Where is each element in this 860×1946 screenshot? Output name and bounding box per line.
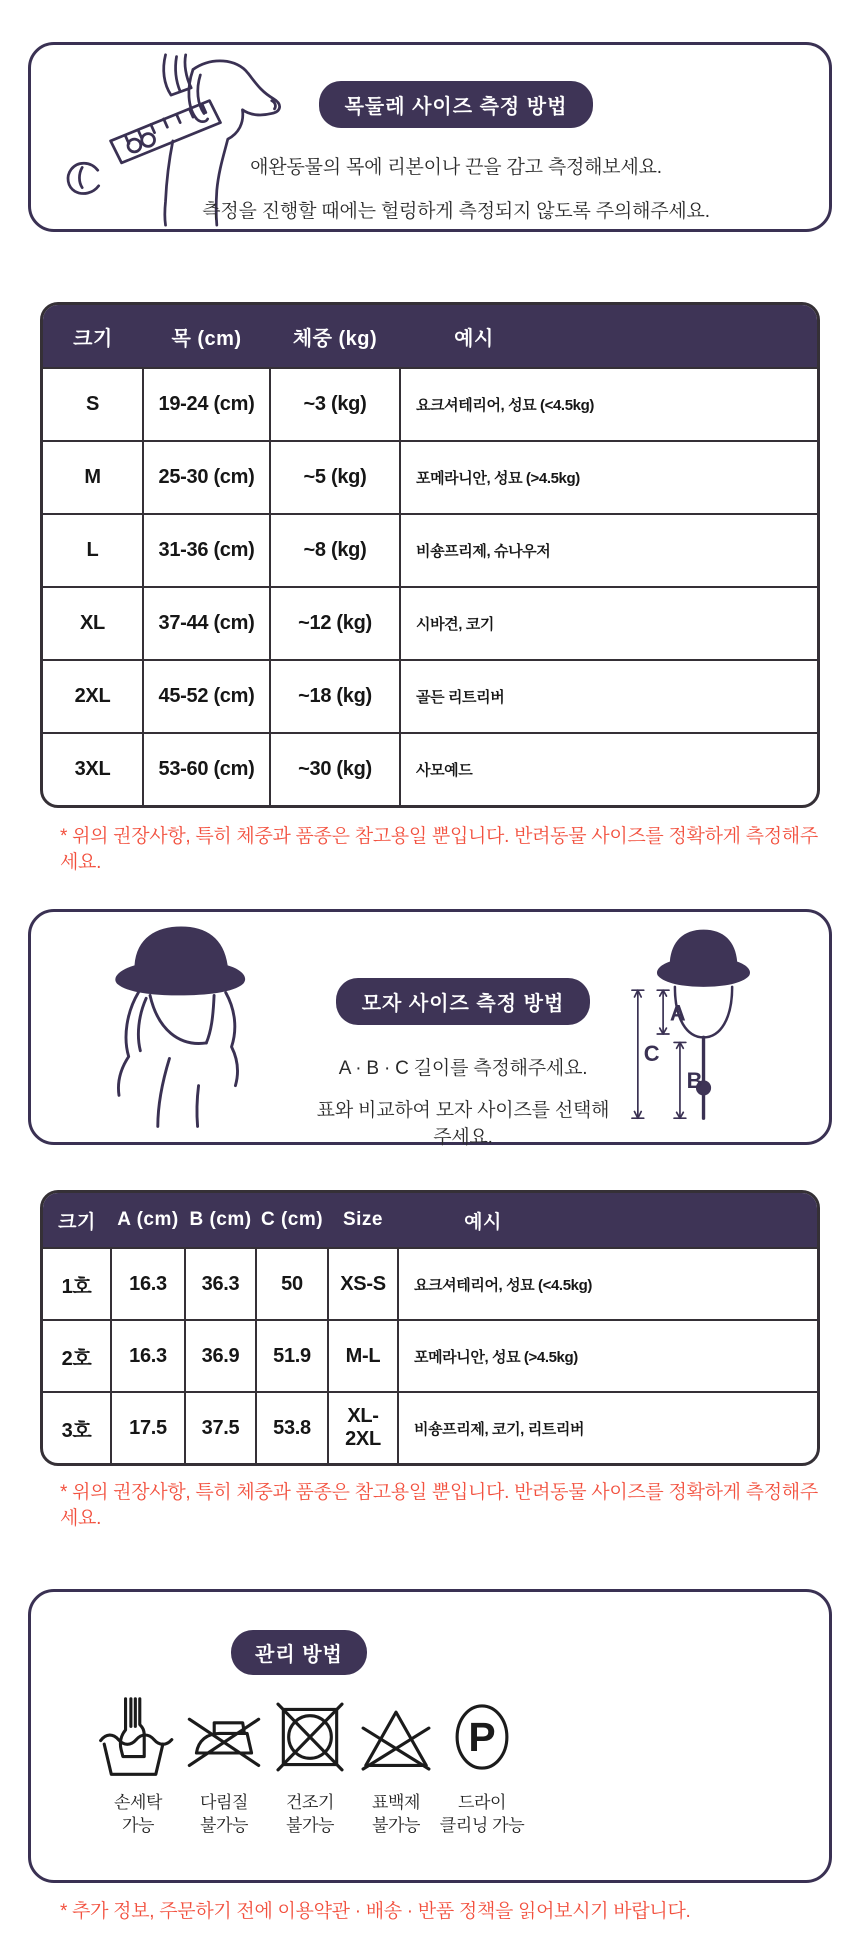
extra-info-note: * 추가 정보, 주문하기 전에 이용약관 · 배송 · 반품 정책을 읽어보시기 바랍니다. — [60, 1901, 691, 1922]
neck-col-size: 크기 — [43, 305, 143, 368]
hat-guide-line1: A · B · C 길이를 측정해주세요. — [338, 1058, 588, 1079]
cell-weight: ~12 (kg) — [270, 587, 400, 660]
care-item-no-tumble-dry — [267, 1693, 353, 1837]
cell-size: XL — [43, 587, 143, 660]
cell-c: 51.9 — [256, 1320, 328, 1392]
cell-size: M — [43, 441, 143, 514]
care-label — [286, 1791, 334, 1837]
cell-weight: ~30 (kg) — [270, 733, 400, 805]
table-row — [43, 1320, 817, 1392]
cell-example: 포메라니안, 성묘 (>4.5kg) — [398, 1320, 817, 1392]
table-row — [43, 514, 817, 587]
diagram-label-c: C — [643, 1040, 660, 1066]
cell-a: 16.3 — [111, 1248, 185, 1320]
dry-clean-letter: P — [468, 1714, 496, 1761]
size-disclaimer-note: * 위의 권장사항, 특히 체중과 품종은 참고용일 뿐입니다. 반려동물 사이즈를 정확하게 측정해주세요. — [60, 826, 818, 873]
table-row — [43, 1392, 817, 1463]
hat-measure-diagram-icon — [621, 922, 781, 1142]
care-label-line2: 불가능 — [199, 1816, 249, 1835]
hat-guide-badge: 모자 사이즈 측정 방법 — [336, 978, 591, 1025]
cell-example: 비숑프리제, 슈나우저 — [400, 514, 817, 587]
no-iron-icon — [184, 1693, 264, 1781]
care-label — [200, 1791, 248, 1837]
cell-neck: 45-52 (cm) — [143, 660, 270, 733]
no-tumble-dry-icon — [270, 1693, 350, 1781]
neck-guide-line2: 측정을 진행할 때에는 헐렁하게 측정되지 않도록 주의해주세요. — [202, 201, 710, 222]
neck-col-example: 예시 — [400, 305, 817, 368]
hat-table-header-row — [43, 1193, 817, 1248]
cell-neck: 53-60 (cm) — [143, 733, 270, 805]
cell-example: 비숑프리제, 코기, 리트리버 — [398, 1392, 817, 1463]
table-row — [43, 1248, 817, 1320]
table-row — [43, 368, 817, 441]
cell-neck: 19-24 (cm) — [143, 368, 270, 441]
handwash-icon — [98, 1693, 178, 1781]
diagram-label-a: A — [669, 1000, 686, 1026]
cell-weight: ~3 (kg) — [270, 368, 400, 441]
cell-example: 시바견, 코기 — [400, 587, 817, 660]
cell-a: 16.3 — [111, 1320, 185, 1392]
neck-guide-content — [131, 81, 781, 240]
cell-a: 17.5 — [111, 1392, 185, 1463]
cell-example: 골든 리트리버 — [400, 660, 817, 733]
hat-col-c: C (cm) — [256, 1193, 328, 1248]
cell-c: 50 — [256, 1248, 328, 1320]
care-label-line1: 표백제 — [371, 1793, 421, 1812]
neck-guide-badge: 목둘레 사이즈 측정 방법 — [319, 81, 594, 128]
cell-size: L — [43, 514, 143, 587]
care-item-no-bleach — [353, 1693, 439, 1837]
cell-size: 1호 — [43, 1248, 111, 1320]
hat-size-guide-box — [28, 909, 832, 1148]
table-row — [43, 441, 817, 514]
cell-weight: ~8 (kg) — [270, 514, 400, 587]
care-label — [114, 1791, 162, 1837]
cell-size: 2XL — [43, 660, 143, 733]
care-item-dry-clean — [439, 1693, 525, 1837]
care-item-no-iron — [181, 1693, 267, 1837]
care-item-handwash — [95, 1693, 181, 1837]
cell-example: 포메라니안, 성묘 (>4.5kg) — [400, 441, 817, 514]
cell-weight: ~18 (kg) — [270, 660, 400, 733]
diagram-label-b: B — [686, 1067, 703, 1093]
table-row — [43, 660, 817, 733]
hat-col-b: B (cm) — [185, 1193, 256, 1248]
care-icons-row — [95, 1693, 525, 1837]
care-label — [372, 1791, 420, 1837]
hat-guide-line2: 표와 비교하여 모자 사이즈를 선택해주세요. — [316, 1100, 610, 1148]
neck-col-neck: 목 (cm) — [143, 305, 270, 368]
neck-col-weight: 체중 (kg) — [270, 305, 400, 368]
care-label-line2: 불가능 — [285, 1816, 335, 1835]
care-label-line2: 가능 — [121, 1816, 155, 1835]
neck-guide-line1: 애완동물의 목에 리본이나 끈을 감고 측정해보세요. — [250, 157, 662, 178]
cell-size: S — [43, 368, 143, 441]
care-label-line2: 클리닝 가능 — [439, 1816, 525, 1835]
size-disclaimer-note: * 위의 권장사항, 특히 체중과 품종은 참고용일 뿐입니다. 반려동물 사이즈를 정확하게 측정해주세요. — [60, 1482, 818, 1529]
cell-c: 53.8 — [256, 1392, 328, 1463]
cell-b: 36.9 — [185, 1320, 256, 1392]
care-label-line2: 불가능 — [371, 1816, 421, 1835]
cell-example: 요크셔테리어, 성묘 (<4.5kg) — [398, 1248, 817, 1320]
cell-range: XL-2XL — [328, 1392, 398, 1463]
cell-example: 사모예드 — [400, 733, 817, 805]
neck-size-guide-box — [28, 42, 832, 232]
cell-neck: 31-36 (cm) — [143, 514, 270, 587]
care-label-line1: 다림질 — [199, 1793, 249, 1812]
hat-col-size: 크기 — [43, 1193, 111, 1248]
cell-size: 2호 — [43, 1320, 111, 1392]
neck-size-table — [40, 302, 820, 808]
care-label — [440, 1791, 524, 1837]
care-guide-badge: 관리 방법 — [231, 1630, 367, 1675]
cell-size: 3XL — [43, 733, 143, 805]
hat-col-range: Size — [328, 1193, 398, 1248]
cell-example: 요크셔테리어, 성묘 (<4.5kg) — [400, 368, 817, 441]
care-label-line1: 손세탁 — [113, 1793, 163, 1812]
cell-range: M-L — [328, 1320, 398, 1392]
cell-b: 37.5 — [185, 1392, 256, 1463]
care-label-line1: 드라이 — [457, 1793, 507, 1812]
cell-neck: 37-44 (cm) — [143, 587, 270, 660]
dog-hat-icon — [53, 916, 315, 1142]
table-row — [43, 733, 817, 805]
care-guide-box — [28, 1589, 832, 1883]
care-label-line1: 건조기 — [285, 1793, 335, 1812]
dry-clean-icon — [442, 1693, 522, 1781]
hat-col-example: 예시 — [398, 1193, 817, 1248]
table-row — [43, 587, 817, 660]
hat-guide-content — [315, 912, 611, 1148]
no-bleach-icon — [356, 1693, 436, 1781]
cell-neck: 25-30 (cm) — [143, 441, 270, 514]
hat-col-a: A (cm) — [111, 1193, 185, 1248]
neck-table-header-row — [43, 305, 817, 368]
cell-range: XS-S — [328, 1248, 398, 1320]
cell-b: 36.3 — [185, 1248, 256, 1320]
hat-size-table — [40, 1190, 820, 1466]
cell-size: 3호 — [43, 1392, 111, 1463]
cell-weight: ~5 (kg) — [270, 441, 400, 514]
